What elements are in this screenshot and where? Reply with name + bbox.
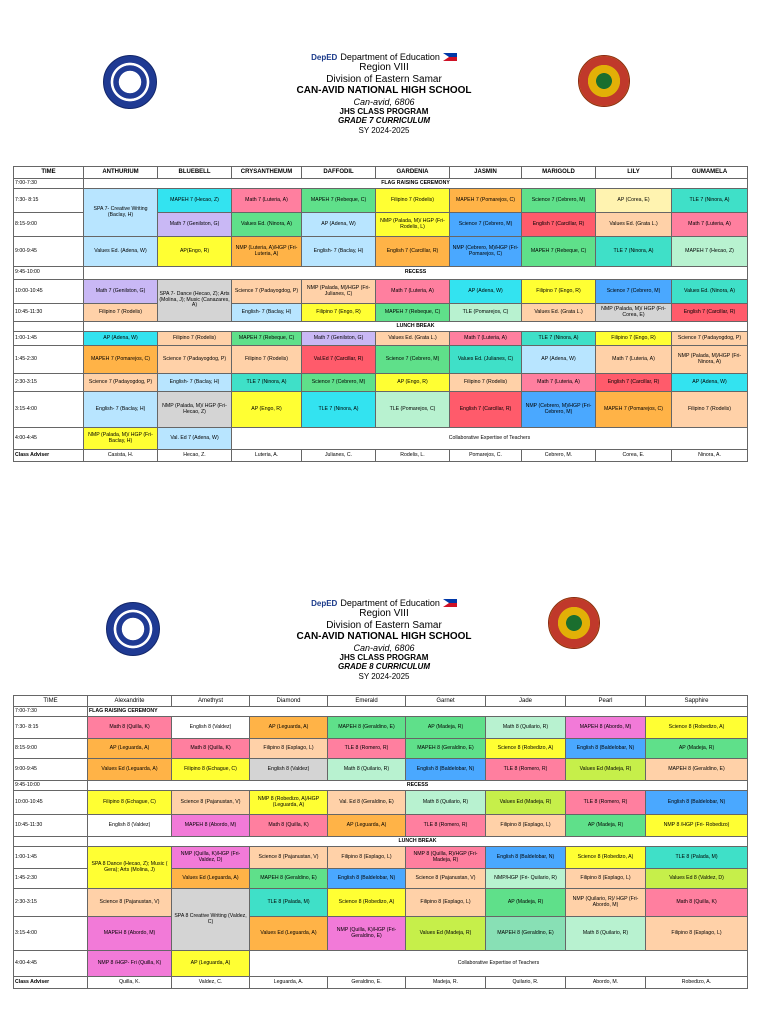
class-cell: AP (Adena, W) — [522, 346, 596, 374]
class-cell: Science 8 (Robedizo, A) — [646, 717, 748, 739]
table-row — [14, 392, 748, 428]
adviser-row — [14, 977, 748, 989]
class-cell: MAPEH 8 (Abordo, M) — [566, 717, 646, 739]
curriculum-title: GRADE 8 CURRICULUM — [338, 662, 430, 672]
table-row — [14, 179, 748, 189]
class-cell: Values Ed (Madeja, R) — [406, 917, 486, 951]
time-cell: 10:45-11:30 — [14, 815, 88, 837]
class-cell: English 8 (Valdez) — [250, 759, 328, 781]
collab-cell: Collaborative Expertise of Teachers — [232, 428, 748, 450]
table-row — [14, 374, 748, 392]
class-cell: English 7 (Carcillar, R) — [596, 374, 672, 392]
time-cell: 9:45-10:00 — [14, 267, 84, 280]
class-cell: Science 7 (Cebrero, M) — [376, 346, 450, 374]
class-cell: NMP/HGP (Fri- Quilario, R) — [486, 869, 566, 889]
table-row — [14, 332, 748, 346]
adviser-cell: Quilario, R. — [486, 977, 566, 989]
time-cell: 7:30- 8:15 — [14, 189, 84, 213]
class-cell: English 7 (Carcillar, R) — [376, 237, 450, 267]
class-cell: NMP (Quilla, K)/HGP (Fri-Geraldino, E) — [328, 917, 406, 951]
time-cell: 9:00-9:45 — [14, 237, 84, 267]
time-cell: 1:00-1:45 — [14, 847, 88, 869]
class-cell: AP (Adena, W) — [302, 213, 376, 237]
class-cell: Filipino 7 (Rodelis) — [672, 392, 748, 428]
class-cell: TLE (Pomarejos, C) — [450, 304, 522, 322]
class-cell: AP (Leguarda, A) — [250, 717, 328, 739]
class-cell: Math 7 (Genilston, G) — [302, 332, 376, 346]
adviser-cell: Madeja, R. — [406, 977, 486, 989]
class-cell: Math 7 (Luteria, A) — [450, 332, 522, 346]
adviser-cell: Julianes, C. — [302, 450, 376, 462]
adviser-cell: Quilla, K. — [88, 977, 172, 989]
time-cell: 7:00-7:30 — [14, 707, 88, 717]
time-cell: 1:45-2:30 — [14, 346, 84, 374]
class-cell: Filipino 8 (Esplago, L) — [406, 889, 486, 917]
class-cell: Math 8 (Quilla, K) — [646, 889, 748, 917]
adviser-cell: Ninora, A. — [672, 450, 748, 462]
class-cell: Filipino 8 (Esplago, L) — [486, 815, 566, 837]
adviser-cell: Cebrero, M. — [522, 450, 596, 462]
class-cell: NMP (Palada, M)/ HGP (Fri- Corea, E) — [596, 304, 672, 322]
division: Division of Eastern Samar — [326, 73, 442, 85]
table-row — [14, 237, 748, 267]
col-header: TIME — [14, 696, 88, 707]
class-cell: English 8 (Baldelobar, N) — [328, 869, 406, 889]
class-cell: MAPEH 7 (Pomarejos, C) — [84, 346, 158, 374]
class-cell: English- 7 (Baclay, H) — [84, 392, 158, 428]
class-cell: Science 8 (Pajanustan, V) — [88, 889, 172, 917]
class-cell: AP (Adena, W) — [450, 280, 522, 304]
class-cell: Filipino 7 (Engo, R) — [522, 280, 596, 304]
table-row — [14, 889, 748, 917]
class-cell: Values Ed. (Julianes, C) — [450, 346, 522, 374]
lunch-break: LUNCH BREAK — [84, 322, 748, 332]
table-row — [14, 791, 748, 815]
class-cell: AP (Engo, R) — [232, 392, 302, 428]
table-row — [14, 280, 748, 304]
header — [0, 52, 768, 135]
class-cell: MAPEH 7 (Rebeque, C) — [232, 332, 302, 346]
class-cell: Science 8 (Robedizo, A) — [566, 847, 646, 869]
class-cell: English 7 (Carcillar, R) — [522, 213, 596, 237]
class-cell: Values Ed. (Grata L.) — [376, 332, 450, 346]
class-cell: AP (Corea, E) — [596, 189, 672, 213]
class-cell: Math 7 (Genilston, G) — [84, 280, 158, 304]
division: Division of Eastern Samar — [326, 619, 442, 631]
school-year: SY 2024-2025 — [358, 125, 410, 135]
class-cell: TLE 8 (Palada, M) — [646, 847, 748, 869]
class-cell: English- 7 (Baclay, H) — [158, 374, 232, 392]
class-cell: AP (Leguarda, A) — [328, 815, 406, 837]
table-row — [14, 322, 748, 332]
class-cell: Filipino 8 (Esplago, L) — [646, 917, 748, 951]
header-row — [14, 696, 748, 707]
class-cell: Math 8 (Quilario, R) — [328, 759, 406, 781]
class-cell: MAPEH 8 (Geraldino, E) — [486, 917, 566, 951]
class-cell: Math 8 (Quilla, K) — [88, 717, 172, 739]
collab-cell: Collaborative Expertise of Teachers — [250, 951, 748, 977]
class-cell: English 7 (Carcillar, R) — [672, 304, 748, 322]
class-cell: MAPEH 8 (Geraldino, E) — [406, 739, 486, 759]
deped-logo-icon: DepED — [311, 598, 338, 608]
class-cell: Science 7 (Padayogdog, P) — [158, 346, 232, 374]
table-row — [14, 707, 748, 717]
class-cell: Math 7 (Genilston, G) — [158, 213, 232, 237]
class-cell: AP (Madeja, R) — [566, 815, 646, 837]
col-header: Diamond — [250, 696, 328, 707]
class-cell: Math 7 (Luteria, A) — [672, 213, 748, 237]
class-cell: TLE 8 (Romero, R) — [328, 739, 406, 759]
class-cell: Filipino 7 (Rodelis) — [450, 374, 522, 392]
adviser-cell: Valdez, C. — [172, 977, 250, 989]
school-name: CAN-AVID NATIONAL HIGH SCHOOL — [296, 631, 472, 643]
class-cell: MAPEH 7 (Pomarejos, C) — [596, 392, 672, 428]
col-header: TIME — [14, 167, 84, 179]
class-cell: MAPEH 8 (Geraldino, E) — [646, 759, 748, 781]
class-cell: Math 8 (Quilario, R) — [406, 791, 486, 815]
class-cell: Filipino 7 (Rodelis) — [158, 332, 232, 346]
class-cell: Science 7 (Cebrero, M) — [522, 189, 596, 213]
flag-icon — [443, 53, 457, 61]
table-row — [14, 304, 748, 322]
class-cell: TLE 8 (Romero, R) — [566, 791, 646, 815]
class-cell: NMP (Cebrero, M)/HGP (Fri- Cebrero, M) — [522, 392, 596, 428]
class-cell: Filipino 8 (Esplago, L) — [328, 847, 406, 869]
time-cell: 1:45-2:30 — [14, 869, 88, 889]
class-cell: English- 7 (Baclay, H) — [232, 304, 302, 322]
adviser-cell: Hecao, Z. — [158, 450, 232, 462]
table-row — [14, 717, 748, 739]
adviser-row — [14, 450, 748, 462]
class-cell: Science 8 (Pajanustan, V) — [172, 791, 250, 815]
class-cell: AP (Madeja, R) — [486, 889, 566, 917]
class-cell: MAPEH 7 (Pomarejos, C) — [450, 189, 522, 213]
class-cell: Science 7 (Padayogdog, P) — [232, 280, 302, 304]
class-cell: MAPEH 8 (Geraldino, E) — [328, 717, 406, 739]
class-cell: Filipino 7 (Engo, R) — [302, 304, 376, 322]
time-cell: 8:15-9:00 — [14, 213, 84, 237]
recess: RECESS — [88, 781, 748, 791]
class-cell: NMP 8 /HGP- Fri (Quilla, K) — [88, 951, 172, 977]
flag-icon — [443, 599, 457, 607]
class-cell: Filipino 8 (Echague, C) — [88, 791, 172, 815]
class-cell: AP (Madeja, R) — [646, 739, 748, 759]
class-cell: MAPEH 7 (Hecao, Z) — [158, 189, 232, 213]
class-cell: Values Ed. (Grata L.) — [522, 304, 596, 322]
table-row — [14, 267, 748, 280]
program-title: JHS CLASS PROGRAM — [339, 107, 429, 117]
school-name: CAN-AVID NATIONAL HIGH SCHOOL — [296, 85, 472, 97]
class-cell: Values Ed. (Ninora, A) — [672, 280, 748, 304]
col-header: Emerald — [328, 696, 406, 707]
class-cell: English 8 (Valdez) — [88, 815, 172, 837]
curriculum-title: GRADE 7 CURRICULUM — [338, 116, 430, 126]
col-header: MARIGOLD — [522, 167, 596, 179]
class-cell: TLE 7 (Ninora, A) — [522, 332, 596, 346]
class-cell: Science 7 (Padayogdog, P) — [672, 332, 748, 346]
class-cell: TLE 7 (Ninora, A) — [672, 189, 748, 213]
time-cell: 1:00-1:45 — [14, 332, 84, 346]
class-cell: NMP (Quilla, K)/HGP (Fri- Valdez, D) — [172, 847, 250, 869]
class-cell: SPA 7- Creative Writing (Baclay, H) — [84, 189, 158, 237]
table-row — [14, 759, 748, 781]
class-cell: Filipino 8 (Esplago, L) — [566, 869, 646, 889]
class-cell: Math 7 (Luteria, A) — [522, 374, 596, 392]
adviser-cell: Corea, E. — [596, 450, 672, 462]
schedule-table-g8 — [13, 695, 748, 989]
adviser-cell: Casista, H. — [84, 450, 158, 462]
adviser-cell: Leguarda, A. — [250, 977, 328, 989]
deped-label: Department of Education — [340, 598, 440, 608]
class-cell: AP (Engo, R) — [376, 374, 450, 392]
class-cell: NMP 8 /HGP (Fri- Robedizo) — [646, 815, 748, 837]
class-cell: Science 8 (Robedizo, A) — [486, 739, 566, 759]
deped-label: Department of Education — [340, 52, 440, 62]
class-cell: AP(Engo, R) — [158, 237, 232, 267]
region: Region VIII — [359, 62, 409, 74]
class-cell: AP (Leguarda, A) — [88, 739, 172, 759]
class-cell: MAPEH 8 (Geraldino, E) — [250, 869, 328, 889]
table-row — [14, 847, 748, 869]
class-cell: Filipino 7 (Rodelis) — [232, 346, 302, 374]
class-cell: AP (Madeja, R) — [406, 717, 486, 739]
col-header: Jade — [486, 696, 566, 707]
table-row — [14, 837, 748, 847]
adviser-cell: Rodelis, L. — [376, 450, 450, 462]
table-row — [14, 428, 748, 450]
table-row — [14, 815, 748, 837]
time-cell: 3:15-4:00 — [14, 917, 88, 951]
col-header: Pearl — [566, 696, 646, 707]
class-cell: NMP (Palada, M)/ HGP (Fri- Hecao, Z) — [158, 392, 232, 428]
class-cell: MAPEH 8 (Abordo, M) — [172, 815, 250, 837]
class-cell: TLE 7 (Ninora, A) — [232, 374, 302, 392]
class-cell: MAPEH 7 (Hecao, Z) — [672, 237, 748, 267]
schedule-table-g7 — [13, 166, 748, 462]
class-cell: AP (Adena, W) — [672, 374, 748, 392]
class-cell: NMP (Palada, M)/HGP (Fri- Ninora, A) — [672, 346, 748, 374]
class-cell: TLE (Pomarejos, C) — [376, 392, 450, 428]
lunch-break: LUNCH BREAK — [88, 837, 748, 847]
class-cell: Values Ed (Leguarda, A) — [88, 759, 172, 781]
address: Can-avid, 6806 — [353, 96, 415, 107]
class-cell: TLE 7 (Ninora, A) — [596, 237, 672, 267]
col-header: GARDENIA — [376, 167, 450, 179]
class-cell: Science 7 (Cebrero, M) — [302, 374, 376, 392]
class-cell: Math 8 (Quilla, K) — [250, 815, 328, 837]
class-cell: Values Ed (Madeja, R) — [486, 791, 566, 815]
adviser-cell: Pomarejos, C. — [450, 450, 522, 462]
class-cell: English 7 (Carcillar, R) — [450, 392, 522, 428]
class-cell: Values Ed (Madeja, R) — [566, 759, 646, 781]
class-cell: Math 8 (Quilario, R) — [486, 717, 566, 739]
class-cell: NMP (Palada, M)/ HGP (Fri- Rodelis, L) — [376, 213, 450, 237]
time-cell: 3:15-4:00 — [14, 392, 84, 428]
program-title: JHS CLASS PROGRAM — [339, 653, 429, 663]
page-grade7 — [0, 0, 768, 500]
class-cell: MAPEH 8 (Abordo, M) — [88, 917, 172, 951]
recess: RECESS — [84, 267, 748, 280]
class-cell: Math 7 (Luteria, A) — [596, 346, 672, 374]
class-cell: Math 8 (Quilario, R) — [566, 917, 646, 951]
class-cell: AP (Adena, W) — [84, 332, 158, 346]
class-cell: English 8 (Baldelobar, N) — [486, 847, 566, 869]
time-cell: 10:00-10:45 — [14, 280, 84, 304]
class-cell: Filipino 7 (Rodelis) — [84, 304, 158, 322]
page-grade8 — [0, 580, 768, 1024]
col-header: Alexandrite — [88, 696, 172, 707]
table-row — [14, 917, 748, 951]
class-cell: NMP (Palada, M)/HGP (Fri- Julianes, C) — [302, 280, 376, 304]
table-row — [14, 951, 748, 977]
class-cell: Values Ed. (Grata L.) — [596, 213, 672, 237]
class-cell: Science 7 (Padayogdog, P) — [84, 374, 158, 392]
class-cell: Filipino 8 (Esplago, L) — [250, 739, 328, 759]
time-cell: 9:45-10:00 — [14, 781, 88, 791]
class-cell: SPA 8 Dance (Hecao, Z); Music ( Gera); Arts (Molina, J) — [88, 847, 172, 889]
col-header: GUMAMELA — [672, 167, 748, 179]
class-cell: Science 8 (Robedizo, A) — [328, 889, 406, 917]
class-cell: AP (Leguarda, A) — [172, 951, 250, 977]
class-cell: NMP (Quilario, R)/ HGP (Fri- Abordo, M) — [566, 889, 646, 917]
class-cell: English 8 (Baldelobar, N) — [566, 739, 646, 759]
class-cell: TLE 8 (Palada, M) — [250, 889, 328, 917]
table-row — [14, 739, 748, 759]
deped-logo-icon: DepED — [311, 52, 338, 62]
class-cell: Values Ed (Leguarda, A) — [250, 917, 328, 951]
class-cell: Val. Ed 8 (Geraldino, E) — [328, 791, 406, 815]
class-cell: Filipino 7 (Rodelis) — [376, 189, 450, 213]
class-cell: Math 7 (Luteria, A) — [232, 189, 302, 213]
class-cell: Science 8 (Pajanustan, V) — [250, 847, 328, 869]
class-cell: SPA 7- Dance (Hecao, Z); Arts (Molina, J); Music (Canazares, A) — [158, 280, 232, 322]
class-cell: Values Ed. (Ninora, A) — [232, 213, 302, 237]
adviser-cell: Luteria, A. — [232, 450, 302, 462]
time-cell: 8:15-9:00 — [14, 739, 88, 759]
class-cell: Val.Ed 7 (Carcillar, R) — [302, 346, 376, 374]
time-cell: 9:00-9:45 — [14, 759, 88, 781]
class-cell: English 8 (Baldelobar, N) — [646, 791, 748, 815]
class-cell: Math 8 (Quilla, K) — [172, 739, 250, 759]
col-header: BLUEBELL — [158, 167, 232, 179]
class-cell: MAPEH 7 (Rebeque, C) — [376, 304, 450, 322]
col-header: ANTHURIUM — [84, 167, 158, 179]
class-cell: NMP 8 (Robedizo, A)/HGP (Leguarda, A) — [250, 791, 328, 815]
class-cell: NMP (Palada, M)/ HGP (Fri- Baclay, H) — [84, 428, 158, 450]
class-cell: Filipino 7 (Engo, R) — [596, 332, 672, 346]
adviser-cell: Abordo, M. — [566, 977, 646, 989]
table-row — [14, 189, 748, 213]
time-cell: 4:00-4:45 — [14, 428, 84, 450]
class-cell: MAPEH 7 (Rebeque, C) — [522, 237, 596, 267]
class-cell: English 8 (Valdez) — [172, 717, 250, 739]
table-row — [14, 346, 748, 374]
col-header: Garnet — [406, 696, 486, 707]
class-cell: Val. Ed 7 (Adena, W) — [158, 428, 232, 450]
time-cell: 2:30-3:15 — [14, 889, 88, 917]
col-header: JASMIN — [450, 167, 522, 179]
class-cell: MAPEH 7 (Rebeque, C) — [302, 189, 376, 213]
address: Can-avid, 6806 — [353, 642, 415, 653]
class-cell: Math 7 (Luteria, A) — [376, 280, 450, 304]
class-cell: Science 7 (Cebrero, M) — [450, 213, 522, 237]
class-cell: Values Ed (Leguarda, A) — [172, 869, 250, 889]
class-cell: NMP 8 (Quilla, R)/HGP (Fri- Madeja, R) — [406, 847, 486, 869]
col-header: LILY — [596, 167, 672, 179]
class-cell: TLE 8 (Romero, R) — [486, 759, 566, 781]
adviser-cell: Geraldino, E. — [328, 977, 406, 989]
time-cell: 7:00-7:30 — [14, 179, 84, 189]
time-cell: 10:00-10:45 — [14, 791, 88, 815]
flag-ceremony: FLAG RAISING CEREMONY — [88, 707, 748, 717]
col-header: Sapphire — [646, 696, 748, 707]
class-cell: NMP (Cebrero, M)/HGP (Fri- Pomarejos, C) — [450, 237, 522, 267]
col-header: DAFFODIL — [302, 167, 376, 179]
class-cell: Science 7 (Cebrero, M) — [596, 280, 672, 304]
class-cell: Values Ed. (Adena, W) — [84, 237, 158, 267]
class-cell: TLE 8 (Romero, R) — [406, 815, 486, 837]
header — [0, 598, 768, 681]
time-cell: 4:00-4:45 — [14, 951, 88, 977]
class-cell: English- 7 (Baclay, H) — [302, 237, 376, 267]
adviser-cell: Robedizo, A. — [646, 977, 748, 989]
class-cell: NMP (Luteria, A)/HGP (Fri- Luteria, A) — [232, 237, 302, 267]
adviser-label: Class Adviser — [14, 450, 84, 462]
class-cell: TLE 7 (Ninora, A) — [302, 392, 376, 428]
time-cell: 10:45-11:30 — [14, 304, 84, 322]
class-cell: Values Ed 8 (Valdez, D) — [646, 869, 748, 889]
class-cell: English 8 (Baldelobar, N) — [406, 759, 486, 781]
time-cell: 2:30-3:15 — [14, 374, 84, 392]
class-cell: Filipino 8 (Echague, C) — [172, 759, 250, 781]
header-row — [14, 167, 748, 179]
flag-ceremony: FLAG RAISING CEREMONY — [84, 179, 748, 189]
col-header: CRYSANTHEMUM — [232, 167, 302, 179]
col-header: Amethyst — [172, 696, 250, 707]
time-cell: 7:30- 8:15 — [14, 717, 88, 739]
school-year: SY 2024-2025 — [358, 671, 410, 681]
region: Region VIII — [359, 608, 409, 620]
table-row — [14, 781, 748, 791]
class-cell: Science 8 (Pajanustan, V) — [406, 869, 486, 889]
adviser-label: Class Adviser — [14, 977, 88, 989]
class-cell: SPA 8 Creative Writing (Valdez, C) — [172, 889, 250, 951]
